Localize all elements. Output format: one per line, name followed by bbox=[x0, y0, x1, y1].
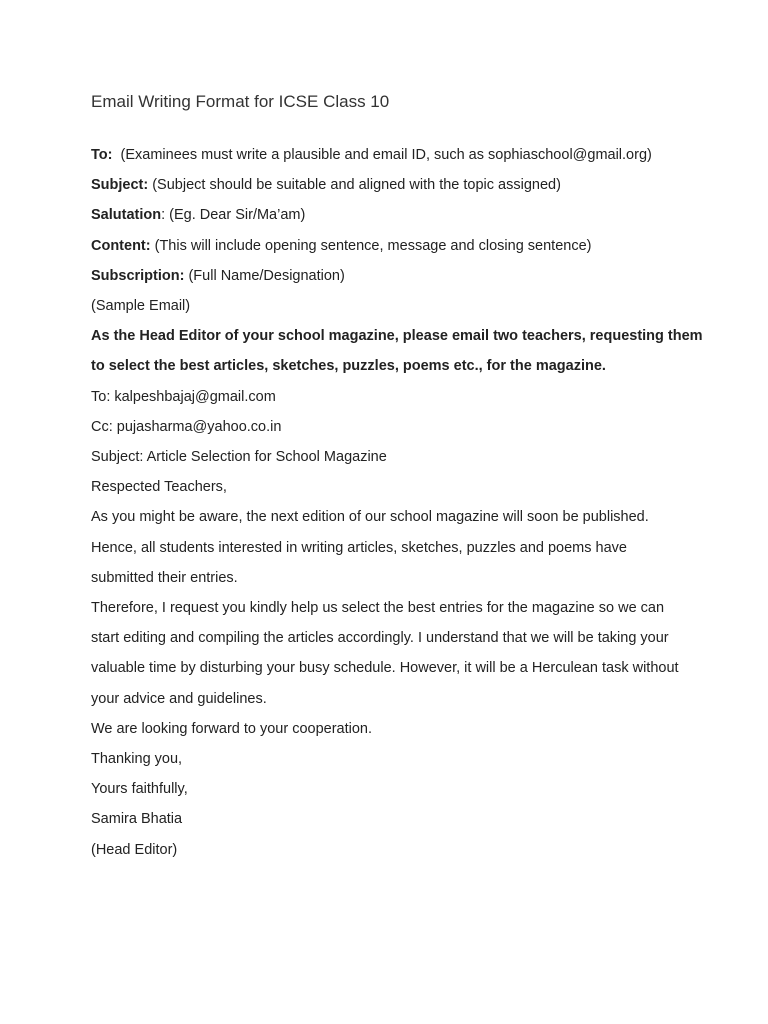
format-salutation-label: Salutation bbox=[91, 207, 162, 224]
format-subscription-label: Subscription: bbox=[91, 267, 185, 284]
email-closing-faithfully: Yours faithfully, bbox=[91, 781, 188, 798]
email-para2-line: Therefore, I request you kindly help us select the best entries for the magazine so we can bbox=[91, 600, 665, 617]
format-content-text: (This will include opening sentence, message and closing sentence) bbox=[150, 237, 592, 254]
email-sender-designation: (Head Editor) bbox=[91, 841, 178, 858]
email-cc: Cc: pujasharma@yahoo.co.in bbox=[91, 418, 282, 435]
email-para2-line: your advice and guidelines. bbox=[91, 690, 267, 707]
format-to-line bbox=[91, 140, 691, 170]
email-closing-thanks: Thanking you, bbox=[91, 751, 183, 768]
format-content-label: Content: bbox=[91, 237, 151, 254]
format-to-label: To: bbox=[91, 147, 113, 163]
question-line-2: to select the best articles, sketches, puzzles, poems etc., for the magazine. bbox=[91, 358, 606, 375]
document-body bbox=[91, 140, 703, 865]
format-subject-line bbox=[91, 170, 691, 200]
email-para2-line: start editing and compiling the articles accordingly. I understand that we will be taking your bbox=[91, 630, 669, 647]
format-subject-text: (Subject should be suitable and aligned with the topic assigned) bbox=[148, 177, 561, 194]
email-salutation: Respected Teachers, bbox=[91, 479, 227, 496]
question-line-1: As the Head Editor of your school magazine, please email two teachers, requesting them bbox=[91, 328, 703, 345]
email-to: To: kalpeshbajaj@gmail.com bbox=[91, 388, 276, 405]
email-para1-line: submitted their entries. bbox=[91, 569, 238, 586]
format-to-text: (Examinees must write a plausible and email ID, such as sophiaschool@gmail.org) bbox=[112, 147, 652, 163]
format-salutation-line bbox=[91, 200, 691, 230]
email-sender-name: Samira Bhatia bbox=[91, 811, 183, 828]
format-content-line bbox=[91, 231, 691, 261]
sample-heading: (Sample Email) bbox=[91, 298, 191, 315]
format-subscription-line bbox=[91, 261, 691, 291]
email-subject: Subject: Article Selection for School Magazine bbox=[91, 449, 387, 466]
email-para3: We are looking forward to your cooperation. bbox=[91, 720, 373, 737]
email-para1-line: Hence, all students interested in writing articles, sketches, puzzles and poems have bbox=[91, 539, 627, 556]
email-para2-line: valuable time by disturbing your busy schedule. However, it will be a Herculean task without bbox=[91, 660, 679, 677]
email-para1-line: As you might be aware, the next edition of our school magazine will soon be published. bbox=[91, 509, 649, 526]
format-subscription-text: (Full Name/Designation) bbox=[184, 267, 345, 284]
format-salutation-text: : (Eg. Dear Sir/Ma’am) bbox=[161, 207, 306, 224]
format-subject-label: Subject: bbox=[91, 177, 149, 194]
page-title: Email Writing Format for ICSE Class 10 bbox=[91, 92, 390, 111]
